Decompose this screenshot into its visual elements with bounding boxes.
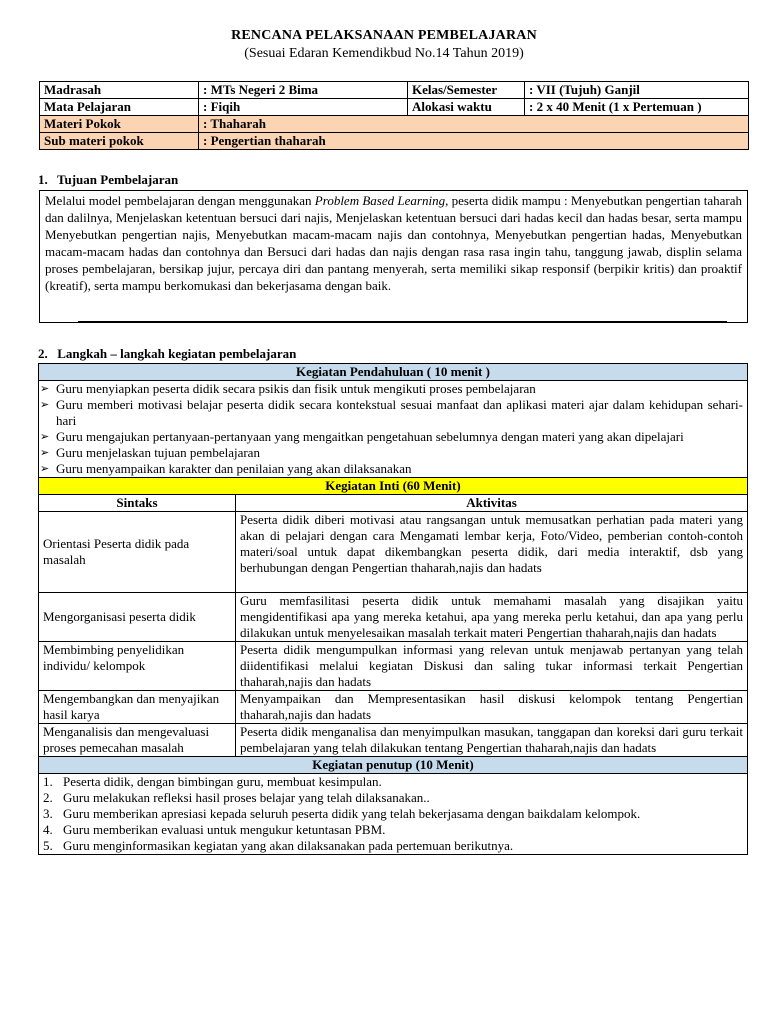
aktivitas-cell: Peserta didik diberi motivasi atau rangsangan untuk memusatkan perhatian pada materi yang akan di pelajari dengan cara Mengamati lembar kerja, Foto/Video, pemberian contoh-contoh materi/soal untuk dapat dikembangkan peserta didik, dari media interaktif, dsb yang berhubungan dengan Pengertian thaharah,najis dan hadats <box>236 512 748 593</box>
tujuan-text-rest: , peserta didik mampu : Menyebutkan pengertian taharah dan dalilnya, Menjelaskan ketentuan bersuci dari najis, Menjelaskan ketentuan bersuci dari hadas kecil dan hadas besar, serta mampu Menyebutkan pengertian najis, Menyebutkan macam-macam najis dan contohnya, Menyebutkan pengertian hadas, Menyebutkan macam-macam hadas dan contohnya dan Bersuci dari hadas dan najis dengan rasa rasa ingin tahu, tanggung jawab, displin selama proses pembelajaran, bersikap jujur, percaya diri dan pantang menyerah, serta memiliki sikap responsif (berpikir kritis) dan proaktif (kreatif), serta mampu berkomukasi dan bekerjasama dengan baik. <box>45 193 743 293</box>
aktivitas-column-header: Aktivitas <box>236 495 748 512</box>
inti-row <box>39 593 748 642</box>
section-1-heading <box>38 172 178 188</box>
sintaks-cell: Mengembangkan dan menyajikan hasil karya <box>39 691 236 724</box>
tujuan-model-name: Problem Based Learning <box>314 193 446 208</box>
tujuan-box <box>39 190 748 323</box>
pendahuluan-item-text: Guru memberi motivasi belajar peserta didik secara kontekstual sesuai manfaat dan aplikasi materi ajar dalam kehidupan sehari-hari <box>56 397 743 428</box>
penutup-item-text: Guru memberikan apresiasi kepada seluruh peserta didik yang telah bekerjasama dengan baikdalam kelompok. <box>63 806 641 821</box>
sintaks-cell: Membimbing penyelidikan individu/ kelompok <box>39 642 236 691</box>
sub-materi-value: : Pengertian thaharah <box>199 133 749 150</box>
pendahuluan-item-text: Guru menyampaikan karakter dan penilaian yang akan dilaksanakan <box>56 461 412 476</box>
pendahuluan-item-text: Guru menjelaskan tujuan pembelajaran <box>56 445 260 460</box>
arrowhead-bullet-icon: ➢ <box>40 399 50 411</box>
penutup-list <box>39 774 748 855</box>
aktivitas-cell: Peserta didik menganalisa dan menyimpulkan masukan, tanggapan dan koreksi dari guru terkait pembelajaran yang telah dilakukan tentang Pengertian thaharah,najis dan hadats <box>236 724 748 757</box>
sintaks-cell: Mengorganisasi peserta didik <box>39 593 236 642</box>
madrasah-label: Madrasah <box>40 82 199 99</box>
kelas-value: : VII (Tujuh) Ganjil <box>525 82 749 99</box>
arrowhead-bullet-icon: ➢ <box>40 431 50 443</box>
aktivitas-cell: Menyampaikan dan Mempresentasikan hasil diskusi kelompok tentang Pengertian thaharah,najis dan hadats <box>236 691 748 724</box>
section-2-number: 2. <box>38 346 48 361</box>
mapel-value: : Fiqih <box>199 99 408 116</box>
penutup-header: Kegiatan penutup (10 Menit) <box>39 757 748 774</box>
document-title: RENCANA PELAKSANAAN PEMBELAJARAN <box>231 28 537 43</box>
penutup-item-text: Guru melakukan refleksi hasil proses belajar yang telah dilaksanakan.. <box>63 790 430 805</box>
section-2-heading <box>38 346 296 362</box>
kelas-label: Kelas/Semester <box>408 82 525 99</box>
tujuan-text-start: Melalui model pembelajaran dengan menggunakan <box>45 193 315 208</box>
alokasi-label: Alokasi waktu <box>408 99 525 116</box>
mapel-label: Mata Pelajaran <box>40 99 199 116</box>
arrowhead-bullet-icon: ➢ <box>40 383 50 395</box>
sub-materi-label: Sub materi pokok <box>40 133 199 150</box>
pendahuluan-item <box>39 429 747 445</box>
section-2-title: Langkah – langkah kegiatan pembelajaran <box>57 346 297 361</box>
penutup-item <box>39 822 747 838</box>
penutup-item-text: Guru menginformasikan kegiatan yang akan dilaksanakan pada pertemuan berikutnya. <box>63 838 514 853</box>
pendahuluan-header: Kegiatan Pendahuluan ( 10 menit ) <box>39 364 748 381</box>
penutup-item <box>39 790 747 806</box>
aktivitas-cell: Peserta didik mengumpulkan informasi yang relevan untuk menjawab pertanyan yang telah diidentifikasi melalui kegiatan Diskusi dan saling tukar informasi terkait Pengertian thaharah,najis dan hadats <box>236 642 748 691</box>
penutup-item-text: Peserta didik, dengan bimbingan guru, membuat kesimpulan. <box>63 774 382 789</box>
arrowhead-bullet-icon: ➢ <box>40 463 50 475</box>
penutup-item-number: 2. <box>43 790 53 805</box>
pendahuluan-list <box>39 381 748 478</box>
penutup-item-number: 5. <box>43 838 53 853</box>
madrasah-value: : MTs Negeri 2 Bima <box>199 82 408 99</box>
inti-header: Kegiatan Inti (60 Menit) <box>39 478 748 495</box>
section-1-title: Tujuan Pembelajaran <box>57 172 179 187</box>
materi-value: : Thaharah <box>199 116 749 133</box>
activities-table <box>38 363 748 855</box>
inti-row <box>39 512 748 593</box>
sintaks-cell: Menganalisis dan mengevaluasi proses pemecahan masalah <box>39 724 236 757</box>
sintaks-column-header: Sintaks <box>39 495 236 512</box>
document-subtitle: (Sesuai Edaran Kemendikbud No.14 Tahun 2019) <box>244 46 524 61</box>
penutup-item <box>39 838 747 854</box>
pendahuluan-item-text: Guru mengajukan pertanyaan-pertanyaan yang mengaitkan pengetahuan sebelumnya dengan materi yang akan dipelajari <box>56 429 684 444</box>
penutup-item-number: 3. <box>43 806 53 821</box>
sintaks-cell: Orientasi Peserta didik pada masalah <box>39 512 236 593</box>
inti-row <box>39 691 748 724</box>
penutup-item <box>39 774 747 790</box>
tujuan-underline <box>78 321 727 322</box>
pendahuluan-item-text: Guru menyiapkan peserta didik secara psikis dan fisik untuk mengikuti proses pembelajaran <box>56 381 536 396</box>
pendahuluan-item <box>39 461 747 477</box>
materi-label: Materi Pokok <box>40 116 199 133</box>
pendahuluan-item <box>39 397 747 429</box>
identity-table <box>39 81 749 150</box>
inti-row <box>39 642 748 691</box>
arrowhead-bullet-icon: ➢ <box>40 447 50 459</box>
penutup-item <box>39 806 747 822</box>
inti-row <box>39 724 748 757</box>
pendahuluan-item <box>39 445 747 461</box>
section-1-number: 1. <box>38 172 48 187</box>
alokasi-value: : 2 x 40 Menit (1 x Pertemuan ) <box>525 99 749 116</box>
penutup-item-number: 1. <box>43 774 53 789</box>
penutup-item-text: Guru memberikan evaluasi untuk mengukur ketuntasan PBM. <box>63 822 386 837</box>
pendahuluan-item <box>39 381 747 397</box>
aktivitas-cell: Guru memfasilitasi peserta didik untuk memahami masalah yang disajikan yaitu mengidentifikasi apa yang mereka ketahui, apa yang mereka perlu ketahui, dan apa yang perlu dilakukan untuk menyelesaikan masalah terkait materi Pengertian thaharah,najis dan hadats <box>236 593 748 642</box>
penutup-item-number: 4. <box>43 822 53 837</box>
